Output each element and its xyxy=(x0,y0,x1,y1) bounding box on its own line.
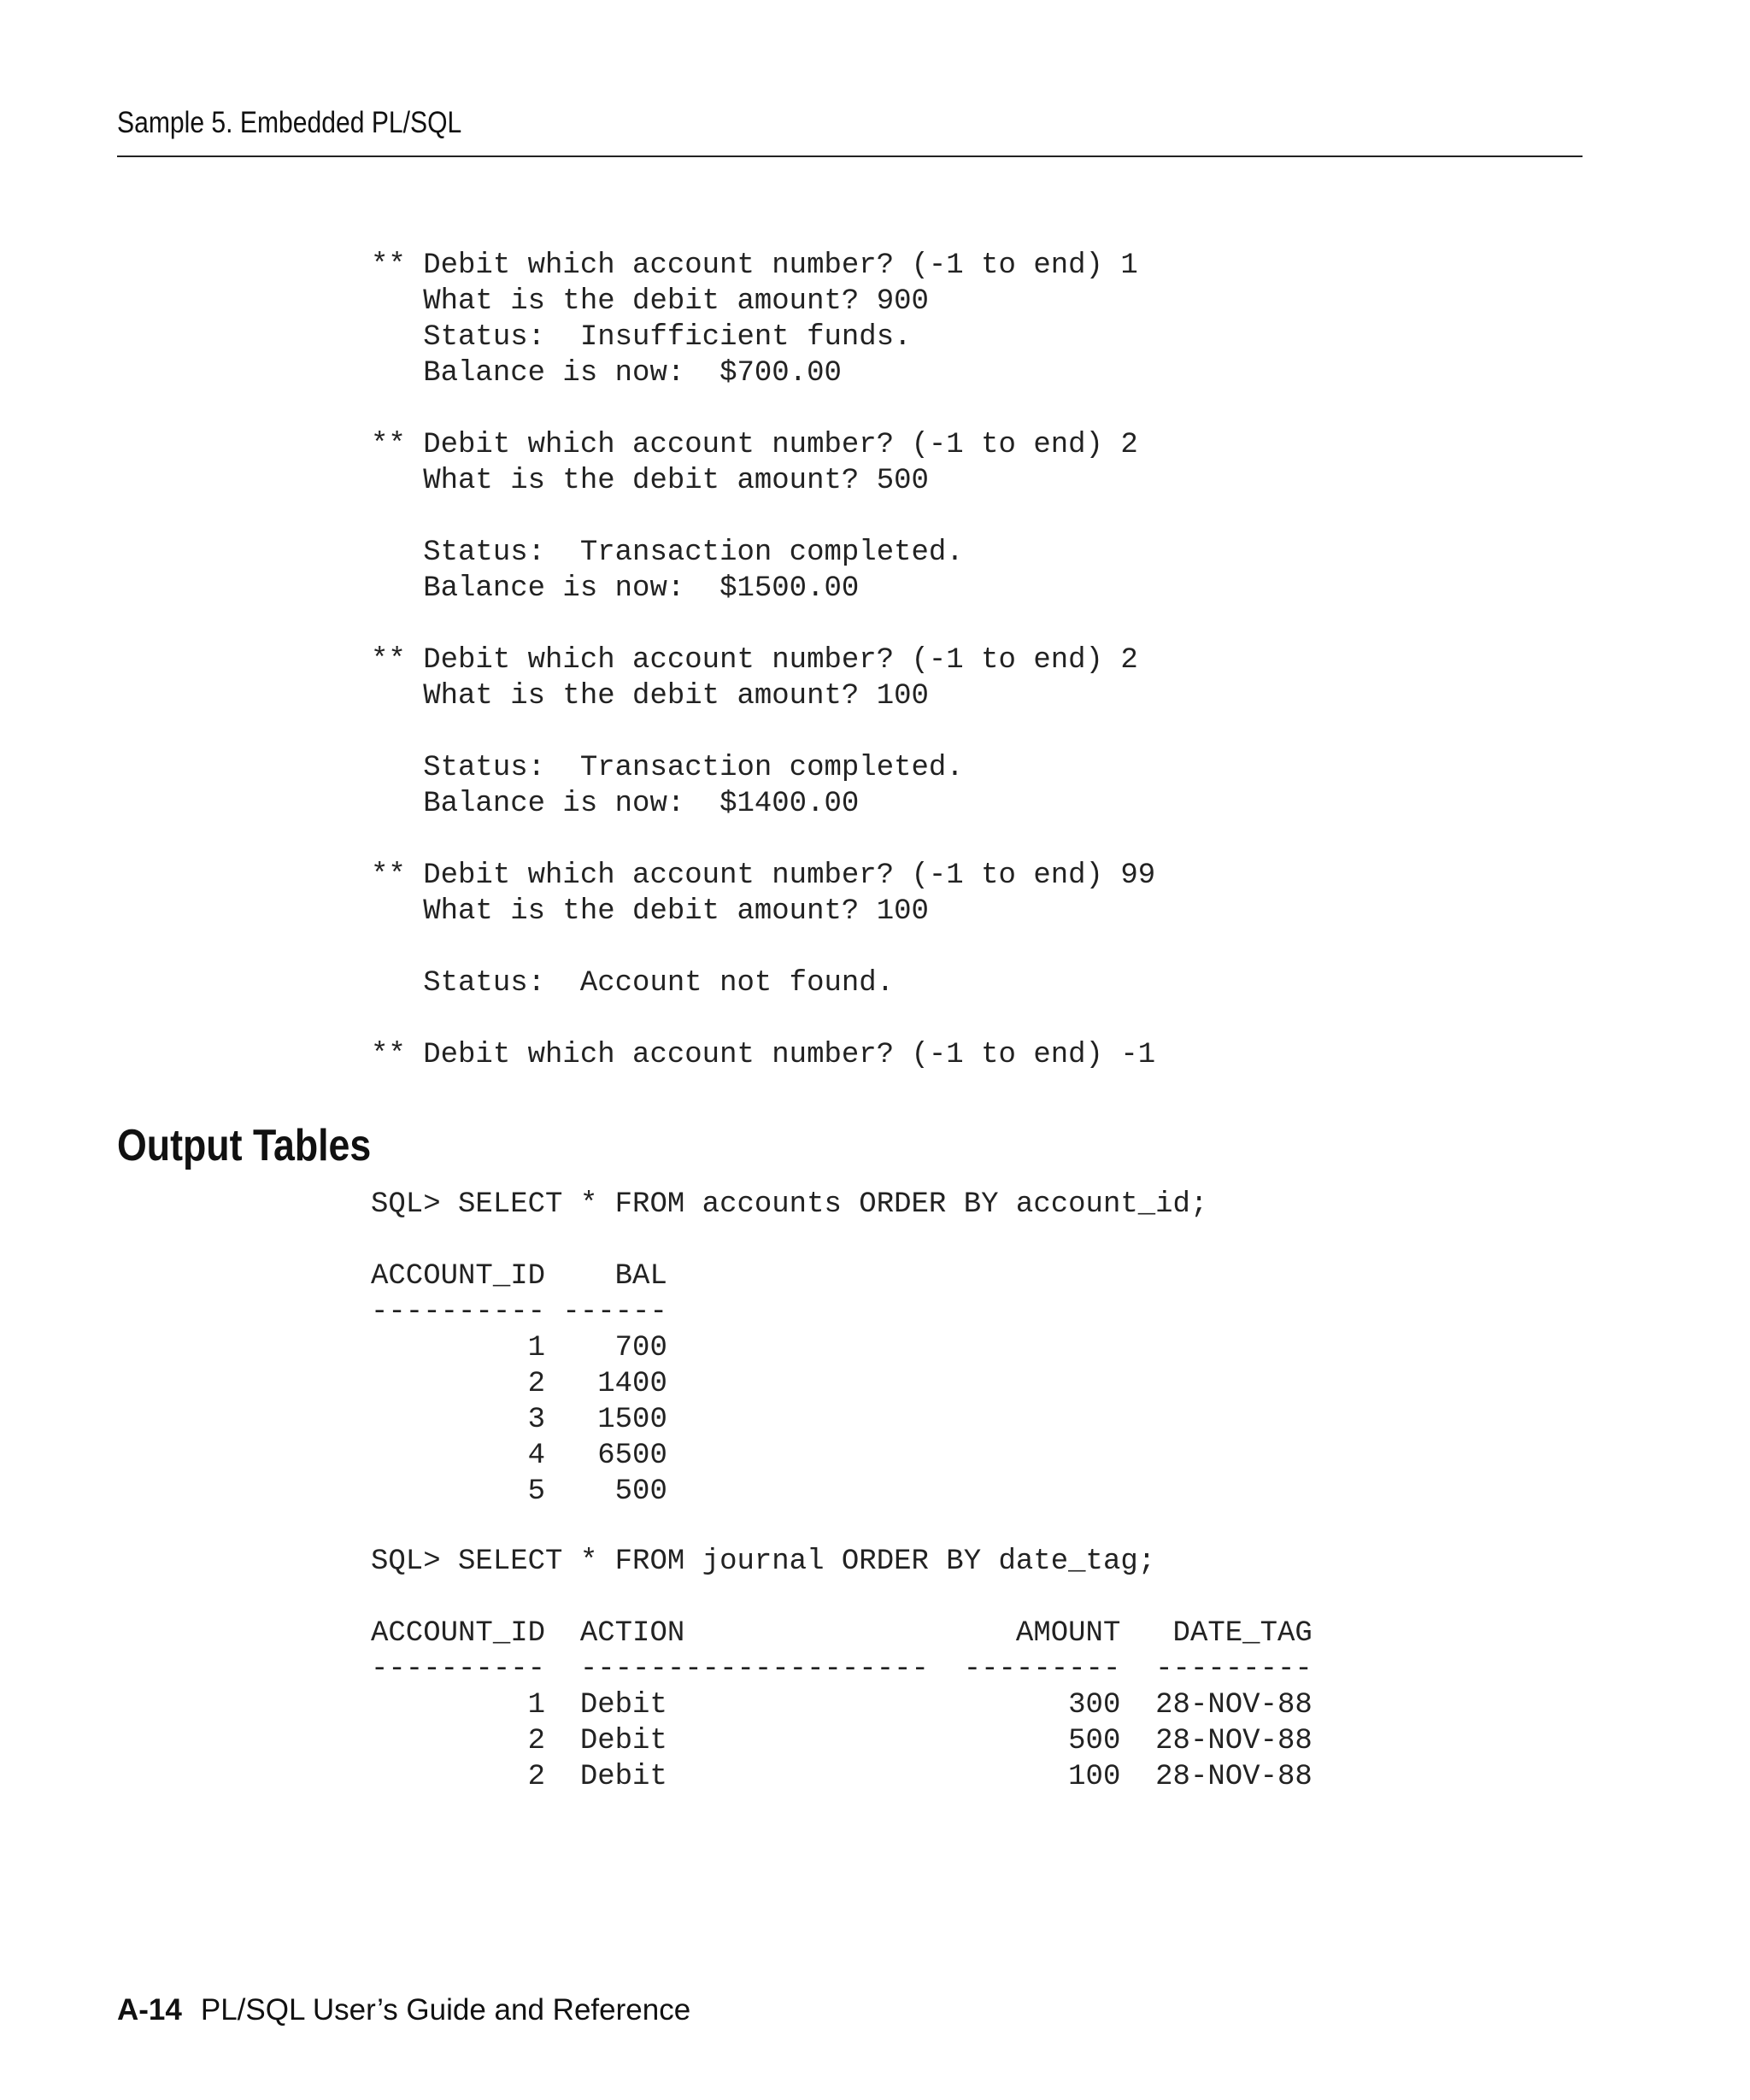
page-footer xyxy=(117,1993,690,2027)
debit-session-output: ** Debit which account number? (-1 to end) 1 What is the debit amount? 900 Status: Insufficient funds. Balance is now: $700.00 ** Debit which account number? (-1 to end) 2 What is the debit amount? 500 Status: Transaction completed. Balance is now: $1500.00 ** Debit which account number? (-1 to end) 2 What is the debit amount? 100 Status: Transaction completed. Balance is now: $1400.00 ** Debit which account number? (-1 to end) 99 What is the debit amount? 100 Status: Account not found. ** Debit which account number? (-1 to end) -1 xyxy=(371,249,1156,1071)
journal-table-row: 2 Debit 500 28-NOV-88 xyxy=(371,1725,1312,1757)
accounts-query-block xyxy=(371,1187,1207,1510)
journal-table-row: 2 Debit 100 28-NOV-88 xyxy=(371,1761,1312,1793)
accounts-sql: SQL> SELECT * FROM accounts ORDER BY account_id; xyxy=(371,1188,1208,1221)
accounts-separator-row: ---------- ------ xyxy=(371,1296,667,1329)
page-number: A-14 xyxy=(117,1993,182,2027)
book-title: PL/SQL User’s Guide and Reference xyxy=(200,1993,691,2027)
journal-table-row: 1 Debit 300 28-NOV-88 xyxy=(371,1689,1312,1722)
accounts-table-row: 5 500 xyxy=(371,1475,667,1508)
accounts-table-row: 1 700 xyxy=(371,1332,667,1364)
journal-query-block xyxy=(371,1544,1312,1795)
header-rule xyxy=(117,155,1583,157)
running-header: Sample 5. Embedded PL/SQL xyxy=(117,106,462,139)
section-heading: Output Tables xyxy=(117,1121,372,1170)
accounts-table-row: 3 1500 xyxy=(371,1404,667,1436)
accounts-header-row: ACCOUNT_ID BAL xyxy=(371,1260,667,1293)
journal-table xyxy=(371,1617,1312,1793)
accounts-table-row: 4 6500 xyxy=(371,1440,667,1472)
accounts-table xyxy=(371,1260,667,1508)
accounts-table-row: 2 1400 xyxy=(371,1368,667,1400)
journal-separator-row: ---------- -------------------- --------- --------- xyxy=(371,1653,1312,1686)
journal-header-row: ACCOUNT_ID ACTION AMOUNT DATE_TAG xyxy=(371,1617,1312,1650)
journal-sql: SQL> SELECT * FROM journal ORDER BY date_tag; xyxy=(371,1546,1156,1578)
